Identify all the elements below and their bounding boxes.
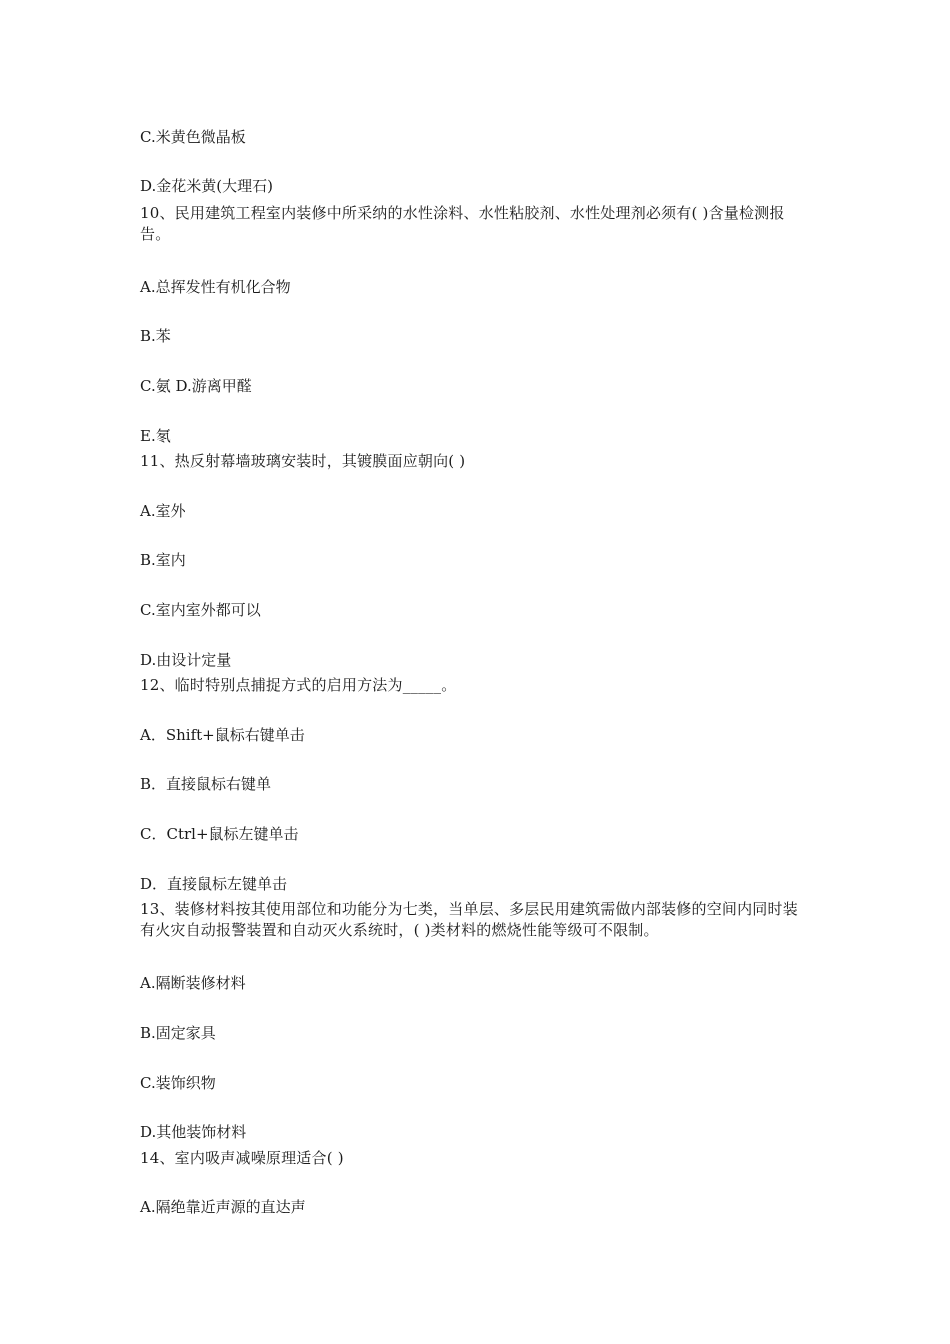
option-9c: C.米黄色微晶板	[140, 128, 246, 146]
option-14a: A.隔绝靠近声源的直达声	[140, 1198, 306, 1216]
option-10cd: C.氨 D.游离甲醛	[140, 377, 252, 395]
option-10e: E.氡	[140, 427, 171, 445]
question-11: 11、热反射幕墙玻璃安装时，其镀膜面应朝向( )	[140, 452, 466, 470]
option-12a: A．Shift+鼠标右键单击	[140, 726, 305, 744]
option-12c: C．Ctrl+鼠标左键单击	[140, 825, 299, 843]
option-10a: A.总挥发性有机化合物	[140, 278, 291, 296]
option-12d: D．直接鼠标左键单击	[140, 875, 288, 893]
option-10b: B.苯	[140, 327, 171, 345]
question-13: 13、装修材料按其使用部位和功能分为七类，当单层、多层民用建筑需做内部装修的空间内同时装有火灾自动报警装置和自动灭火系统时，( )类材料的燃烧性能等级可不限制。	[140, 900, 798, 939]
question-14: 14、室内吸声减噪原理适合( )	[140, 1149, 344, 1167]
question-10: 10、民用建筑工程室内装修中所采纳的水性涂料、水性粘胶剂、水性处理剂必须有( )含量检测报告。	[140, 204, 785, 243]
option-13a: A.隔断装修材料	[140, 974, 246, 992]
option-12b: B．直接鼠标右键单	[140, 775, 272, 793]
option-11d: D.由设计定量	[140, 651, 232, 669]
option-9d: D.金花米黄(大理石)	[140, 177, 273, 195]
option-11b: B.室内	[140, 551, 186, 569]
question-12: 12、临时特别点捕捉方式的启用方法为_____。	[140, 676, 457, 694]
option-11a: A.室外	[140, 502, 186, 520]
option-13c: C.装饰织物	[140, 1074, 216, 1092]
option-11c: C.室内室外都可以	[140, 601, 261, 619]
option-13d: D.其他装饰材料	[140, 1123, 247, 1141]
option-13b: B.固定家具	[140, 1024, 216, 1042]
